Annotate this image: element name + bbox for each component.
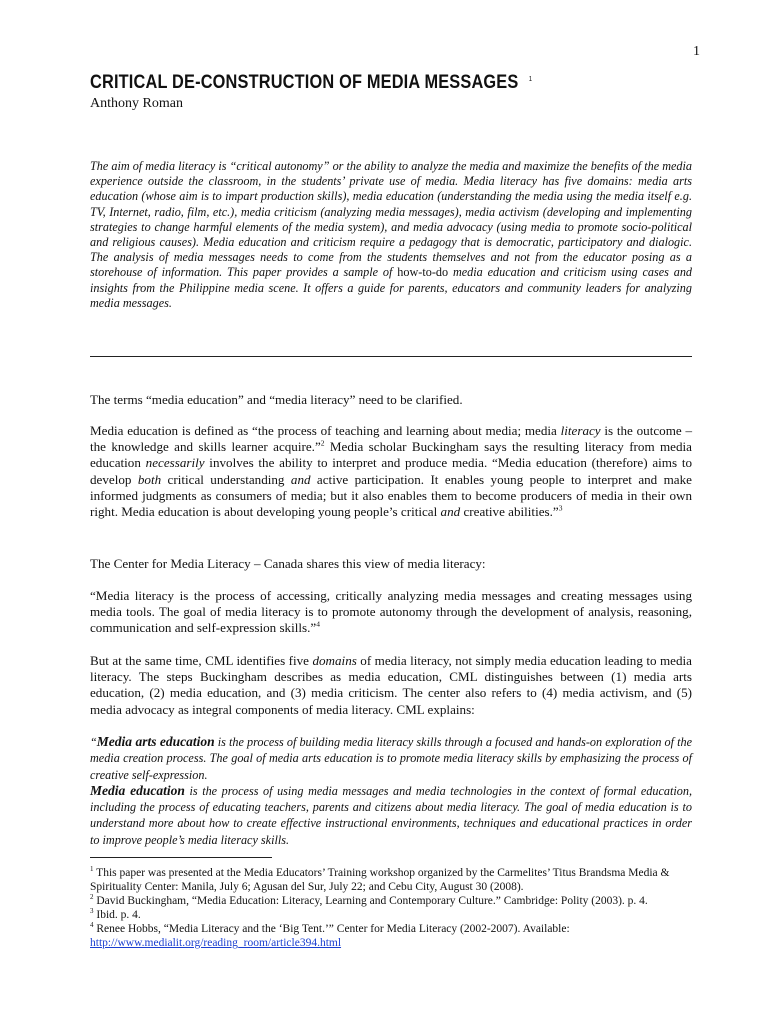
abstract bbox=[90, 159, 692, 311]
definition-text-media-arts: is the process of building media literacy skills through a focused and hands-on exploration of the media creation process. The goal of media arts education is to promote media literacy skills by emphasizing the process of creative self-expression. bbox=[90, 735, 692, 782]
title-footnote-ref[interactable]: 1 bbox=[528, 75, 533, 83]
p2-text-b: is the outcome – the knowledge and skills learner acquire.” bbox=[90, 423, 692, 455]
p5-text-b: of media literacy, not simply media education leading to media literacy. The steps Buckingham describes as media education, CML distinguishes between (1) media arts education, (2) media education, and (3) media criticism. The center also refers to (4) media activism, and (5) media advocacy as integral components of media literacy. CML explains: bbox=[90, 653, 692, 717]
footnote-ref-3[interactable]: 3 bbox=[558, 503, 563, 513]
p2-em-literacy: literacy bbox=[560, 423, 601, 438]
paragraph-cml-intro: The Center for Media Literacy – Canada shares this view of media literacy: bbox=[90, 556, 486, 571]
definitions-block bbox=[90, 734, 692, 848]
footnote-2 bbox=[90, 894, 720, 908]
paragraph-media-education-definition bbox=[90, 423, 692, 520]
p2-text-d: involves the ability to interpret and produce media. “Media education (therefore) aims to develop bbox=[90, 455, 692, 487]
abstract-divider bbox=[90, 356, 692, 357]
p5-text-a: But at the same time, CML identifies five bbox=[90, 653, 313, 668]
footnote-ref-2[interactable]: 2 bbox=[320, 438, 325, 448]
p2-text-a: Media education is defined as “the process of teaching and learning about media; media bbox=[90, 423, 561, 438]
p2-text-c: Media scholar Buckingham says the resulting literacy from media education bbox=[90, 439, 692, 471]
paragraph-cml-domains bbox=[90, 653, 692, 718]
p2-em-and-1: and bbox=[290, 471, 311, 487]
definition-text-media-education: is the process of using media messages and media technologies in the context of formal education, including the process of educating teachers, parents and citizens about media literacy. The goal of media education is to understand more about how to create effective instructional environments, techniques and educational practices in order to improve people’s media literacy skills. bbox=[90, 783, 692, 847]
footnote-number: 4 bbox=[90, 921, 94, 930]
definition-open-quote: “ bbox=[90, 735, 97, 749]
footnote-text: Ibid. p. 4. bbox=[96, 909, 141, 921]
title-text: CRITICAL DE-CONSTRUCTION OF MEDIA MESSAGES bbox=[90, 72, 519, 93]
footnote-text: Renee Hobbs, “Media Literacy and the ‘Big Tent.’” Center for Media Literacy (2002-2007). Available: bbox=[96, 923, 570, 935]
footnote-ref-4[interactable]: 4 bbox=[316, 620, 320, 630]
p2-em-and-2: and bbox=[440, 504, 461, 520]
footnote-1 bbox=[90, 866, 720, 894]
footnote-number: 2 bbox=[90, 893, 94, 902]
footnote-3 bbox=[90, 908, 720, 922]
footnote-text: This paper was presented at the Media Educators’ Training workshop organized by the Carmelites’ Titus Brandsma Media & Spirituality Center: Manila, July 6; Agusan del Sur, July 22; and Cebu City, August 30 (2008). bbox=[90, 867, 670, 893]
author-name: Anthony Roman bbox=[90, 96, 183, 111]
abstract-text-2: media education and criticism using cases and insights from the Philippine media scene. It offers a guide for parents, educators and community leaders for analyzing media messages. bbox=[90, 265, 693, 310]
p2-text-e: critical understanding bbox=[161, 471, 291, 487]
p2-em-both: both bbox=[137, 471, 162, 487]
p2-em-necessarily: necessarily bbox=[145, 455, 205, 471]
footnote-number: 3 bbox=[90, 907, 94, 916]
document-title bbox=[90, 72, 615, 94]
p5-em-domains: domains bbox=[312, 653, 357, 668]
footnote-rule bbox=[90, 857, 272, 858]
page-number: 1 bbox=[693, 44, 700, 59]
footnote-link[interactable]: http://www.medialit.org/reading_room/article394.html bbox=[90, 937, 342, 949]
definition-media-arts-education bbox=[90, 734, 692, 783]
footnote-4 bbox=[90, 922, 720, 950]
p2-text-g: creative abilities.” bbox=[460, 504, 559, 520]
definition-media-education bbox=[90, 783, 692, 848]
footnote-text: David Buckingham, “Media Education: Literacy, Learning and Contemporary Culture.” Cambridge: Polity (2003). p. 4. bbox=[96, 895, 648, 907]
abstract-upright-term: how-to-do bbox=[397, 265, 449, 280]
abstract-text-1: The aim of media literacy is “critical autonomy” or the ability to analyze the media and maximize the benefits of the media experience outside the classroom, in the students’ private use of media. Media literacy has five domains: media arts education (whose aim is to impart production skills), media education (understanding the media using the media itself e.g. TV, Internet, radio, film, etc.), media criticism (analyzing media messages), media activism (developing and implementing strategies to change harmful elements of the media system), and media advocacy (using media to promote socio-political and religious causes). Media education and criticism require a pedagogy that is democratic, participatory and dialogic. The analysis of media messages needs to come from the students themselves and not from the educator posing as a storehouse of information. This paper provides a sample of bbox=[90, 159, 692, 280]
p4-text: “Media literacy is the process of accessing, critically analyzing media messages and creating messages using media tools. The goal of media literacy is to promote autonomy through the development of analysis, reasoning, communication and self-expression skills.” bbox=[90, 588, 692, 636]
definition-term-media-arts: Media arts education bbox=[96, 734, 215, 749]
definition-term-media-education: Media education bbox=[90, 782, 185, 798]
p2-text-f: active participation. It enables young people to interpret and make informed judgments as consumers of media; but it also enables them to become producers of media in their own right. Media education is about developing young people’s critical bbox=[90, 471, 692, 520]
paragraph-cml-quote bbox=[90, 588, 692, 637]
paragraph-terms: The terms “media education” and “media literacy” need to be clarified. bbox=[90, 392, 463, 407]
footnotes bbox=[90, 866, 720, 950]
footnote-number: 1 bbox=[90, 865, 94, 874]
